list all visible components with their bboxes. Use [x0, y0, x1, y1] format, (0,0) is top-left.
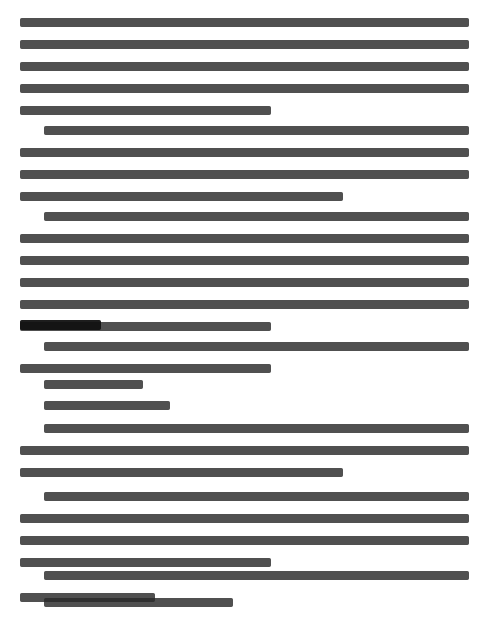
- text-line: [20, 536, 469, 545]
- item-1: [20, 401, 469, 423]
- text-line: [20, 300, 469, 309]
- text-line: [44, 380, 143, 389]
- text-line: [44, 401, 170, 410]
- text-line: [20, 106, 271, 115]
- subheading: [20, 380, 469, 402]
- text-line: [20, 148, 469, 157]
- text-line: [44, 424, 469, 433]
- section-heading: [20, 320, 469, 343]
- paragraph-2: [20, 126, 469, 214]
- text-line: [20, 256, 469, 265]
- item-3: [20, 492, 469, 580]
- text-line: [20, 558, 271, 567]
- text-line: [20, 278, 469, 287]
- text-line: [20, 514, 469, 523]
- item-2: [20, 424, 469, 490]
- text-line: [20, 364, 271, 373]
- text-line: [44, 212, 469, 221]
- text-line: [20, 40, 469, 49]
- text-line: [20, 446, 469, 455]
- text-line: [20, 192, 343, 201]
- heading-line: [20, 320, 101, 330]
- text-line: [44, 598, 233, 607]
- text-line: [20, 18, 469, 27]
- text-line: [20, 62, 469, 71]
- paragraph-1: [20, 18, 469, 128]
- text-line: [20, 84, 469, 93]
- text-line: [44, 571, 469, 580]
- text-line: [20, 170, 469, 179]
- text-line: [44, 342, 469, 351]
- text-line: [20, 468, 343, 477]
- text-line: [44, 492, 469, 501]
- item-5: [20, 598, 469, 620]
- text-line: [20, 234, 469, 243]
- text-line: [44, 126, 469, 135]
